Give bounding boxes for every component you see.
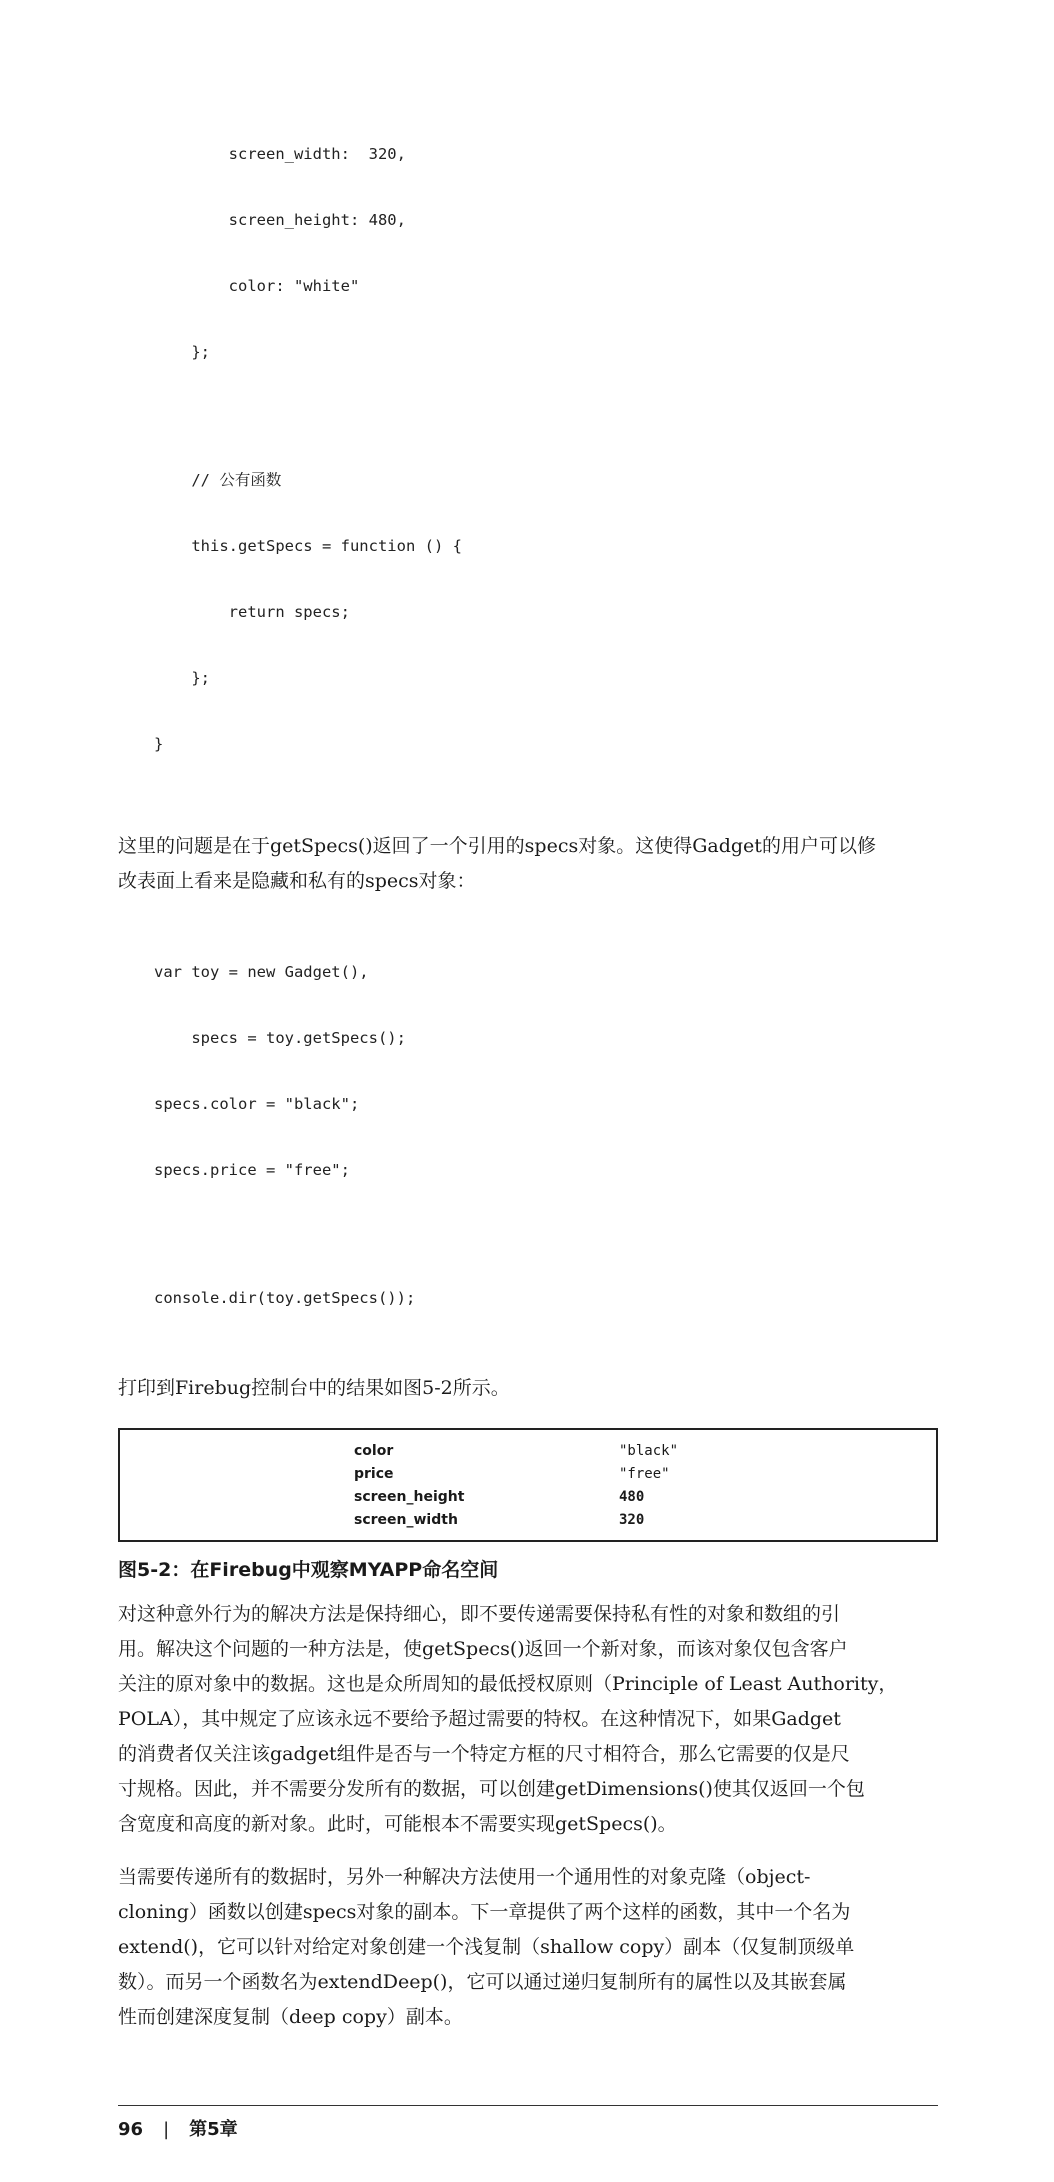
property-key: price	[354, 1466, 394, 1482]
property-value: 320	[619, 1512, 645, 1528]
code-line: var toy = new Gadget(),	[154, 963, 369, 981]
paragraph-firebug	[118, 1371, 938, 1406]
text-line: 性而创建深度复制（deep copy）副本。	[118, 2006, 463, 2028]
code-line: }	[154, 735, 164, 753]
footer-separator: |	[163, 2119, 170, 2140]
text-line: POLA），其中规定了应该永远不要给予超过需要的特权。在这种情况下，如果Gadget	[118, 1708, 841, 1730]
code-line: console.dir(toy.getSpecs());	[154, 1289, 416, 1307]
code-line: color: "white"	[154, 277, 360, 295]
text-line: 寸规格。因此，并不需要分发所有的数据，可以创建getDimensions()使其仅返回一个包	[118, 1778, 865, 1800]
property-row	[354, 1463, 936, 1486]
property-value: "black"	[619, 1443, 679, 1459]
code-line: };	[154, 669, 210, 687]
text-line: 这里的问题是在于getSpecs()返回了一个引用的specs对象。这使得Gadget的用户可以修	[118, 835, 876, 857]
property-key: screen_height	[354, 1489, 465, 1505]
property-key: color	[354, 1443, 394, 1459]
paragraph-cloning	[118, 1860, 938, 2035]
text-line: 数）。而另一个函数名为extendDeep()，它可以通过递归复制所有的属性以及其嵌套属	[118, 1971, 847, 1993]
code-line: screen_height: 480,	[154, 211, 406, 229]
figure-firebug-console	[118, 1428, 938, 1542]
chapter-label: 第5章	[189, 2119, 238, 2140]
property-row	[354, 1440, 936, 1463]
page-footer	[118, 2118, 938, 2142]
property-value: "free"	[619, 1466, 670, 1482]
code-block-gadget	[154, 99, 938, 799]
text-line: 用。解决这个问题的一种方法是，使getSpecs()返回一个新对象，而该对象仅包含客户	[118, 1638, 848, 1660]
code-line: specs.color = "black";	[154, 1095, 360, 1113]
text-line: cloning）函数以创建specs对象的副本。下一章提供了两个这样的函数，其中一个名为	[118, 1901, 851, 1923]
property-key: screen_width	[354, 1512, 458, 1528]
text-line: 含宽度和高度的新对象。此时，可能根本不需要实现getSpecs()。	[118, 1813, 677, 1835]
code-line: screen_width: 320,	[154, 145, 406, 163]
paragraph-problem	[118, 829, 938, 899]
code-line: return specs;	[154, 603, 350, 621]
property-row	[354, 1486, 936, 1509]
text-line: 对这种意外行为的解决方法是保持细心，即不要传递需要保持私有性的对象和数组的引	[118, 1603, 841, 1625]
text-line: 打印到Firebug控制台中的结果如图5-2所示。	[118, 1377, 510, 1399]
property-row	[354, 1509, 936, 1532]
code-line: specs.price = "free";	[154, 1161, 350, 1179]
page-number: 96	[118, 2119, 144, 2140]
code-line: this.getSpecs = function () {	[154, 537, 462, 555]
figure-caption: 图5-2：在Firebug中观察MYAPP命名空间	[118, 1559, 499, 1581]
code-line: // 公有函数	[154, 471, 282, 489]
property-value: 480	[619, 1489, 645, 1505]
code-line-blank	[154, 407, 938, 425]
code-line: };	[154, 343, 210, 361]
code-block-toy	[154, 917, 938, 1353]
text-line: 的消费者仅关注该gadget组件是否与一个特定方框的尺寸相符合，那么它需要的仅是尺	[118, 1743, 850, 1765]
paragraph-solution	[118, 1597, 938, 1842]
footer-rule	[118, 2105, 938, 2106]
code-line: specs = toy.getSpecs();	[154, 1029, 406, 1047]
text-line: 改表面上看来是隐藏和私有的specs对象：	[118, 870, 476, 892]
text-line: 关注的原对象中的数据。这也是众所周知的最低授权原则（Principle of Least Authority，	[118, 1673, 898, 1695]
code-line-blank	[154, 1225, 938, 1243]
text-line: 当需要传递所有的数据时，另外一种解决方法使用一个通用性的对象克隆（object-	[118, 1866, 811, 1888]
text-line: extend()，它可以针对给定对象创建一个浅复制（shallow copy）副本（仅复制顶级单	[118, 1936, 855, 1958]
